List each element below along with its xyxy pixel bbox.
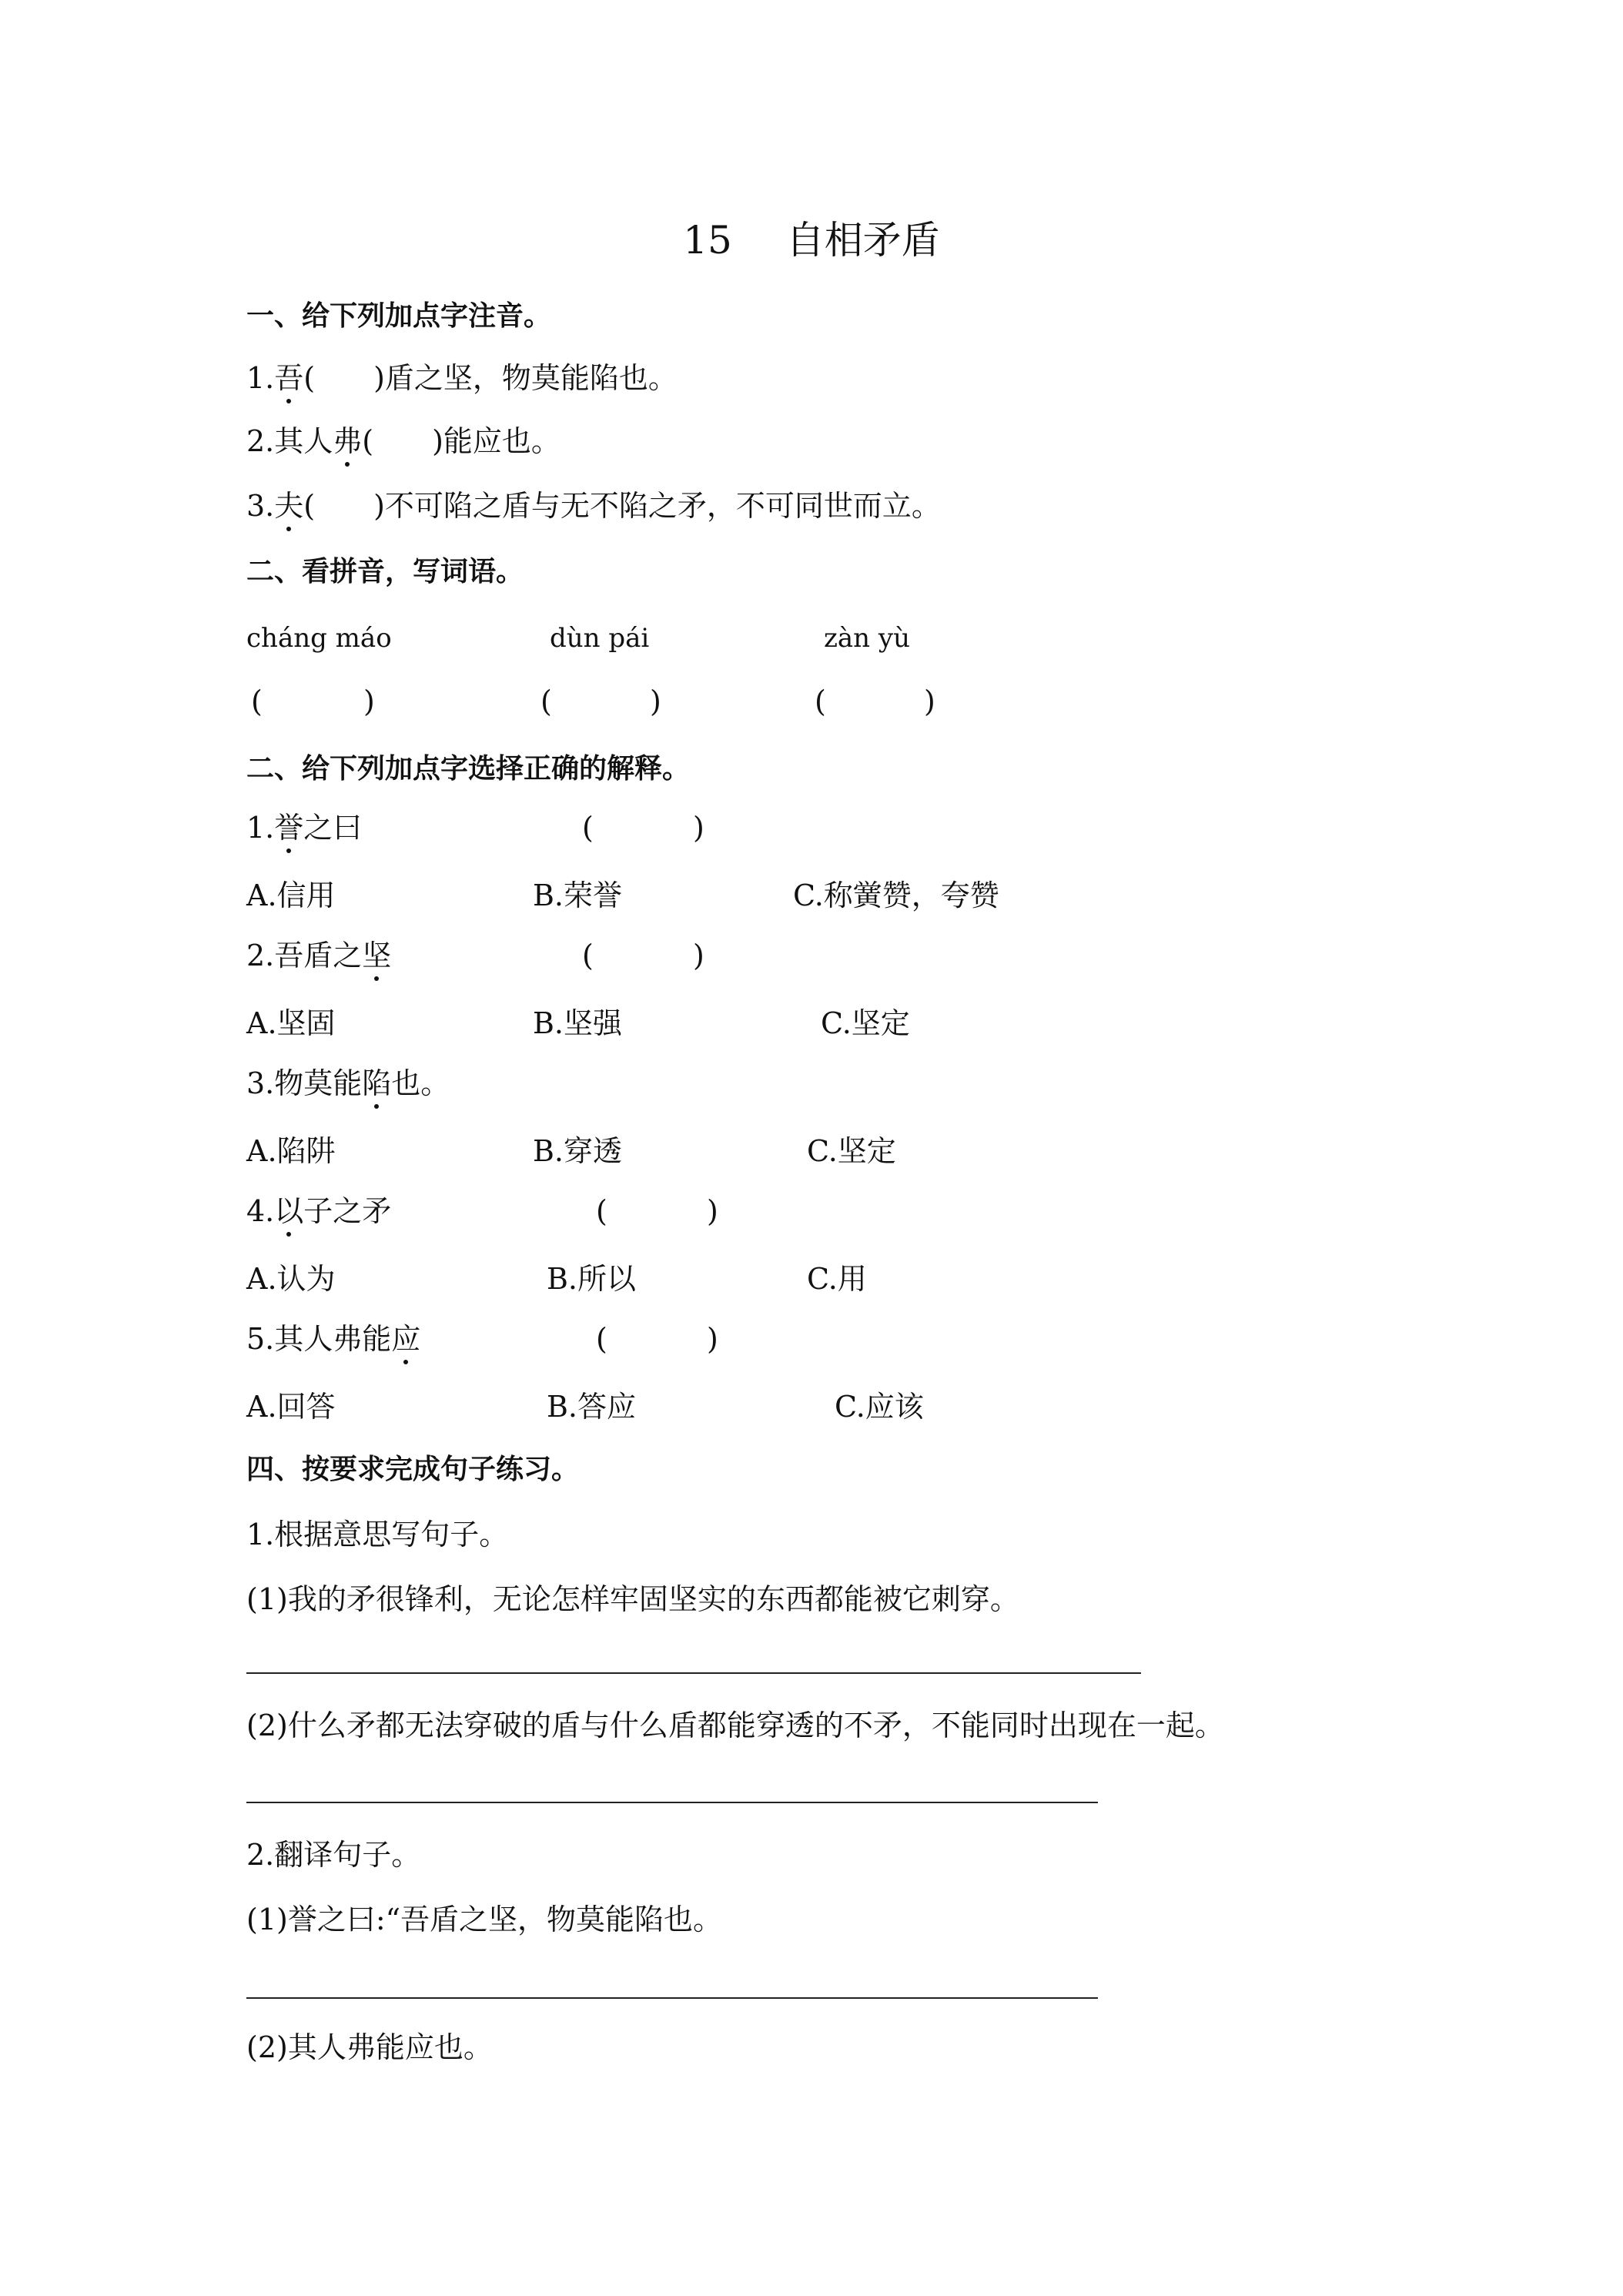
s4-part-1: 1.根据意思写句子。 <box>246 1518 509 1551</box>
answer-paren-close: ) <box>707 1322 718 1356</box>
s3-q2-option-c: C.坚定 <box>821 1006 910 1040</box>
answer-line[interactable] <box>246 1802 1098 1803</box>
answer-paren-close: ) <box>693 939 704 972</box>
s3-q2-option-a: A.坚固 <box>246 1006 336 1040</box>
lesson-number: 15 <box>683 218 732 263</box>
dotted-char: 坚 <box>362 939 392 972</box>
s4-sentence-1a: (1)我的矛很锋利，无论怎样牢固坚实的东西都能被它刺穿。 <box>246 1582 1019 1616</box>
pinyin-3: zàn yù <box>824 623 910 654</box>
dotted-char: 吾 <box>274 361 304 395</box>
s1-question-1: 1.吾( )盾之坚，物莫能陷也。 <box>246 361 678 395</box>
lesson-title: 自相矛盾 <box>785 218 940 263</box>
answer-paren-open: ( <box>815 684 826 718</box>
s3-q2-option-b: B.坚强 <box>533 1006 623 1040</box>
s3-q1-option-a: A.信用 <box>246 879 336 912</box>
answer-paren-open: ( <box>540 684 552 718</box>
s4-part-2: 2.翻译句子。 <box>246 1838 421 1872</box>
s3-q3-option-b: B.穿透 <box>533 1134 623 1168</box>
dotted-char: 应 <box>391 1322 421 1356</box>
answer-line[interactable] <box>246 1997 1098 1999</box>
s3-q5-option-c: C.应该 <box>835 1390 924 1424</box>
dotted-char: 誉 <box>274 811 304 845</box>
answer-paren-open: ( <box>251 684 263 718</box>
s4-sentence-2a: (1)誉之曰:“吾盾之坚，物莫能陷也。 <box>246 1903 723 1936</box>
answer-paren-open: ( <box>596 1322 607 1356</box>
answer-paren-close: ) <box>693 811 704 845</box>
s3-q5-option-b: B.答应 <box>547 1390 637 1424</box>
answer-paren-open: ( <box>596 1194 607 1228</box>
section-4-heading: 四、按要求完成句子练习。 <box>246 1454 580 1485</box>
section-3-heading: 二、给下列加点字选择正确的解释。 <box>246 753 691 785</box>
answer-paren-open: ( <box>582 811 594 845</box>
answer-paren-close: ) <box>363 684 375 718</box>
answer-paren-open: ( <box>582 939 594 972</box>
dotted-char: 陷 <box>362 1066 392 1100</box>
s3-q4-option-b: B.所以 <box>547 1262 637 1296</box>
s3-q3-option-c: C.坚定 <box>807 1134 896 1168</box>
s3-question-4: 4.以子之矛 <box>246 1194 392 1228</box>
pinyin-2: dùn pái <box>550 623 650 654</box>
s3-question-1: 1.誉之曰 <box>246 811 363 845</box>
s3-q4-option-a: A.认为 <box>246 1262 336 1296</box>
s3-q1-option-b: B.荣誉 <box>533 879 623 912</box>
s4-sentence-1b: (2)什么矛都无法穿破的盾与什么盾都能穿透的不矛，不能同时出现在一起。 <box>246 1709 1224 1742</box>
page-title <box>0 217 1623 263</box>
s3-question-2: 2.吾盾之坚 <box>246 939 392 972</box>
s3-q1-option-c: C.称黉赞，夸赞 <box>793 879 999 912</box>
dotted-char: 弗 <box>333 424 363 458</box>
s1-question-3: 3.夫( )不可陷之盾与无不陷之矛，不可同世而立。 <box>246 489 941 523</box>
s3-q3-option-a: A.陷阱 <box>246 1134 336 1168</box>
s3-q4-option-c: C.用 <box>807 1262 867 1296</box>
pinyin-1: cháng máo <box>246 623 392 654</box>
answer-paren-close: ) <box>707 1194 718 1228</box>
section-1-heading: 一、给下列加点字注音。 <box>246 300 552 332</box>
answer-line[interactable] <box>246 1672 1141 1674</box>
section-2-heading: 二、看拼音，写词语。 <box>246 556 524 587</box>
answer-paren-close: ) <box>650 684 661 718</box>
answer-paren-close: ) <box>924 684 935 718</box>
s1-question-2: 2.其人弗( )能应也。 <box>246 424 561 458</box>
dotted-char: 以 <box>274 1194 304 1228</box>
s4-sentence-2b: (2)其人弗能应也。 <box>246 2030 493 2064</box>
s3-q5-option-a: A.回答 <box>246 1390 336 1424</box>
s3-question-5: 5.其人弗能应 <box>246 1322 421 1356</box>
s3-question-3: 3.物莫能陷也。 <box>246 1066 450 1100</box>
dotted-char: 夫 <box>274 489 304 523</box>
